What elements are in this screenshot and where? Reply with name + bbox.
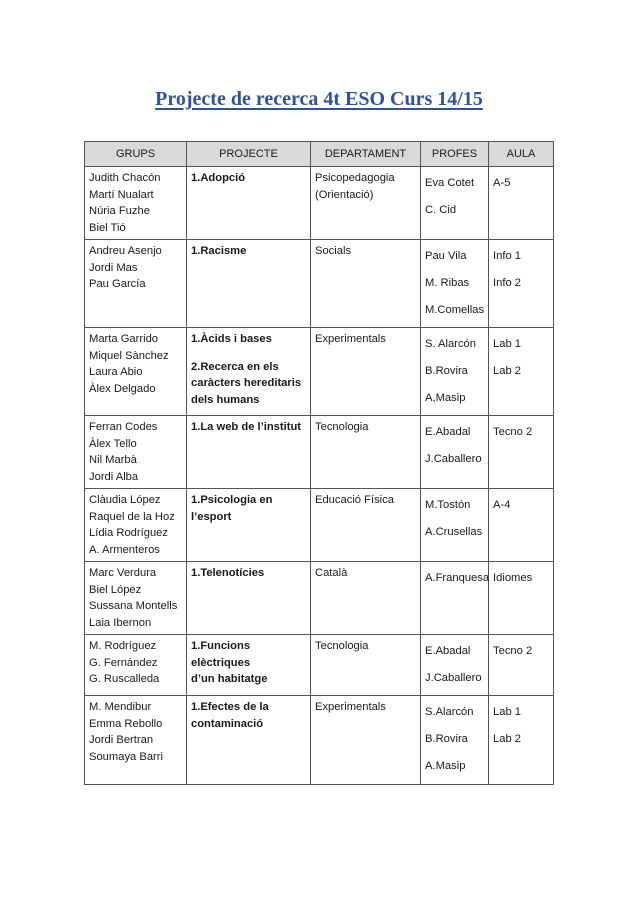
student-name: Soumaya Barri	[89, 750, 163, 763]
teacher-name: B.Rovira	[425, 365, 468, 377]
teacher-name: M.Comellas	[425, 304, 485, 316]
teacher-name: A,Masip	[425, 392, 466, 404]
student-name: Andreu Asenjo	[89, 245, 162, 257]
teacher-name: J.Caballero	[425, 453, 482, 465]
cell-grups	[85, 635, 187, 696]
student-name: G. Ruscalleda	[89, 673, 160, 685]
teacher-name: S. Alarcón	[425, 338, 476, 350]
department-name: Psicopedagogia	[315, 172, 395, 184]
table-row	[85, 696, 554, 785]
student-name: Nil Marbà	[89, 454, 137, 466]
cell-aula	[489, 416, 554, 489]
teacher-name: M.Tostón	[425, 499, 471, 511]
project-title: 1.Adopció	[191, 172, 246, 184]
department-name: Tecnologia	[315, 640, 369, 652]
cell-profes	[421, 167, 489, 240]
student-name: Biel Tió	[89, 221, 126, 234]
project-title: 1.Efectes de la	[191, 701, 269, 713]
cell-grups	[85, 240, 187, 328]
table-header-row	[85, 142, 554, 167]
header-profes: PROFES	[421, 142, 489, 167]
student-name: Emma Rebollo	[89, 717, 163, 730]
student-name: Marc Verdura	[89, 567, 157, 579]
classroom: Info 2	[493, 277, 521, 289]
student-name: M. Rodríguez	[89, 640, 157, 652]
cell-profes	[421, 696, 489, 785]
classroom: Lab 2	[493, 365, 521, 377]
cell-projecte	[187, 696, 311, 785]
cell-profes	[421, 562, 489, 635]
cell-profes	[421, 328, 489, 416]
header-aula: AULA	[489, 142, 554, 167]
student-name: Pau García	[89, 278, 146, 290]
cell-profes	[421, 240, 489, 328]
teacher-name: A.Masip	[425, 760, 466, 772]
page-title: Projecte de recerca 4t ESO Curs 14/15	[155, 88, 483, 110]
cell-aula	[489, 240, 554, 328]
cell-projecte	[187, 635, 311, 696]
classroom: Lab 1	[493, 338, 521, 350]
cell-departament	[311, 562, 421, 635]
teacher-name: E.Abadal	[425, 426, 471, 438]
table-row	[85, 240, 554, 328]
cell-projecte	[187, 416, 311, 489]
cell-grups	[85, 328, 187, 416]
student-name: Núria Fuzhe	[89, 205, 150, 217]
cell-projecte	[187, 562, 311, 635]
project-title: 1.Telenotícies	[191, 567, 265, 579]
project-title: 2.Recerca en els	[191, 360, 279, 373]
table-row	[85, 562, 554, 635]
department-name: Experimentals	[315, 701, 386, 713]
department-name: (Orientació)	[315, 188, 374, 201]
classroom: A-5	[493, 177, 511, 189]
project-title: d’un habitatge	[191, 673, 268, 685]
cell-grups	[85, 167, 187, 240]
cell-aula	[489, 328, 554, 416]
cell-aula	[489, 489, 554, 562]
student-name: Clàudia López	[89, 494, 161, 506]
project-title: contaminació	[191, 717, 264, 730]
department-name: Experimentals	[315, 333, 386, 345]
student-name: M. Mendibur	[89, 701, 152, 713]
cell-aula	[489, 562, 554, 635]
teacher-name: A.Franquesa	[425, 572, 490, 584]
teacher-name: J.Caballero	[425, 672, 482, 684]
classroom: Info 1	[493, 250, 521, 262]
cell-grups	[85, 562, 187, 635]
project-title: caràcters hereditaris	[191, 377, 302, 389]
teacher-name: A.Crusellas	[425, 526, 483, 538]
table-row	[85, 328, 554, 416]
teacher-name: M. Ribas	[425, 277, 470, 289]
student-name: Jordi Alba	[89, 470, 139, 483]
table-row	[85, 167, 554, 240]
teacher-name: Pau Vila	[425, 250, 467, 262]
student-name: Lídia Rodríguez	[89, 527, 168, 539]
project-title: dels humans	[191, 393, 260, 406]
cell-projecte	[187, 167, 311, 240]
cell-profes	[421, 635, 489, 696]
cell-profes	[421, 489, 489, 562]
project-title: 1.Psicologia en	[191, 494, 273, 506]
cell-projecte	[187, 489, 311, 562]
teacher-name: Eva Cotet	[425, 177, 475, 189]
teacher-name: S.Alarcón	[425, 706, 474, 718]
header-grups: GRUPS	[85, 142, 187, 167]
student-name: Miquel Sànchez	[89, 349, 169, 362]
cell-departament	[311, 696, 421, 785]
classroom: Idiomes	[493, 572, 533, 584]
cell-grups	[85, 489, 187, 562]
cell-departament	[311, 240, 421, 328]
project-title: 1.Funcions elèctriques	[191, 640, 251, 669]
project-title: 1.Racisme	[191, 245, 247, 257]
cell-aula	[489, 167, 554, 240]
project-title: 1.La web de l’institut	[191, 421, 302, 433]
header-projecte: PROJECTE	[187, 142, 311, 167]
project-title: l’esport	[191, 510, 232, 523]
student-name: Martí Nualart	[89, 188, 154, 201]
student-name: Àlex Tello	[89, 437, 137, 450]
classroom: A-4	[493, 499, 511, 511]
student-name: Raquel de la Hoz	[89, 510, 175, 523]
projects-table	[84, 141, 554, 785]
department-name: Socials	[315, 245, 352, 257]
classroom: Tecno 2	[493, 426, 533, 438]
student-name: Jordi Mas	[89, 261, 138, 274]
student-name: Àlex Delgado	[89, 382, 156, 395]
cell-projecte	[187, 328, 311, 416]
table-row	[85, 635, 554, 696]
header-departament: DEPARTAMENT	[311, 142, 421, 167]
student-name: Judith Chacón	[89, 172, 161, 184]
cell-departament	[311, 167, 421, 240]
student-name: A. Armenteros	[89, 543, 160, 556]
student-name: Jordi Bertran	[89, 734, 154, 746]
cell-departament	[311, 635, 421, 696]
student-name: Laia Ibernon	[89, 616, 152, 629]
table-row	[85, 416, 554, 489]
table-body	[85, 167, 554, 785]
cell-aula	[489, 696, 554, 785]
cell-projecte	[187, 240, 311, 328]
project-title: 1.Àcids i bases	[191, 333, 272, 345]
table-row	[85, 489, 554, 562]
cell-grups	[85, 696, 187, 785]
teacher-name: B.Rovira	[425, 733, 468, 745]
classroom: Tecno 2	[493, 645, 533, 657]
teacher-name: E.Abadal	[425, 645, 471, 657]
classroom: Lab 2	[493, 733, 521, 745]
cell-departament	[311, 489, 421, 562]
cell-departament	[311, 416, 421, 489]
cell-departament	[311, 328, 421, 416]
cell-grups	[85, 416, 187, 489]
cell-profes	[421, 416, 489, 489]
cell-aula	[489, 635, 554, 696]
department-name: Català	[315, 567, 348, 579]
department-name: Educació Física	[315, 494, 394, 506]
student-name: Sussana Montells	[89, 600, 178, 612]
department-name: Tecnologia	[315, 421, 369, 433]
student-name: G. Fernández	[89, 656, 158, 669]
classroom: Lab 1	[493, 706, 521, 718]
student-name: Biel López	[89, 583, 142, 596]
student-name: Ferran Codes	[89, 421, 158, 433]
student-name: Laura Abio	[89, 366, 143, 378]
student-name: Marta Garrido	[89, 333, 159, 345]
teacher-name: C. Cid	[425, 204, 457, 216]
